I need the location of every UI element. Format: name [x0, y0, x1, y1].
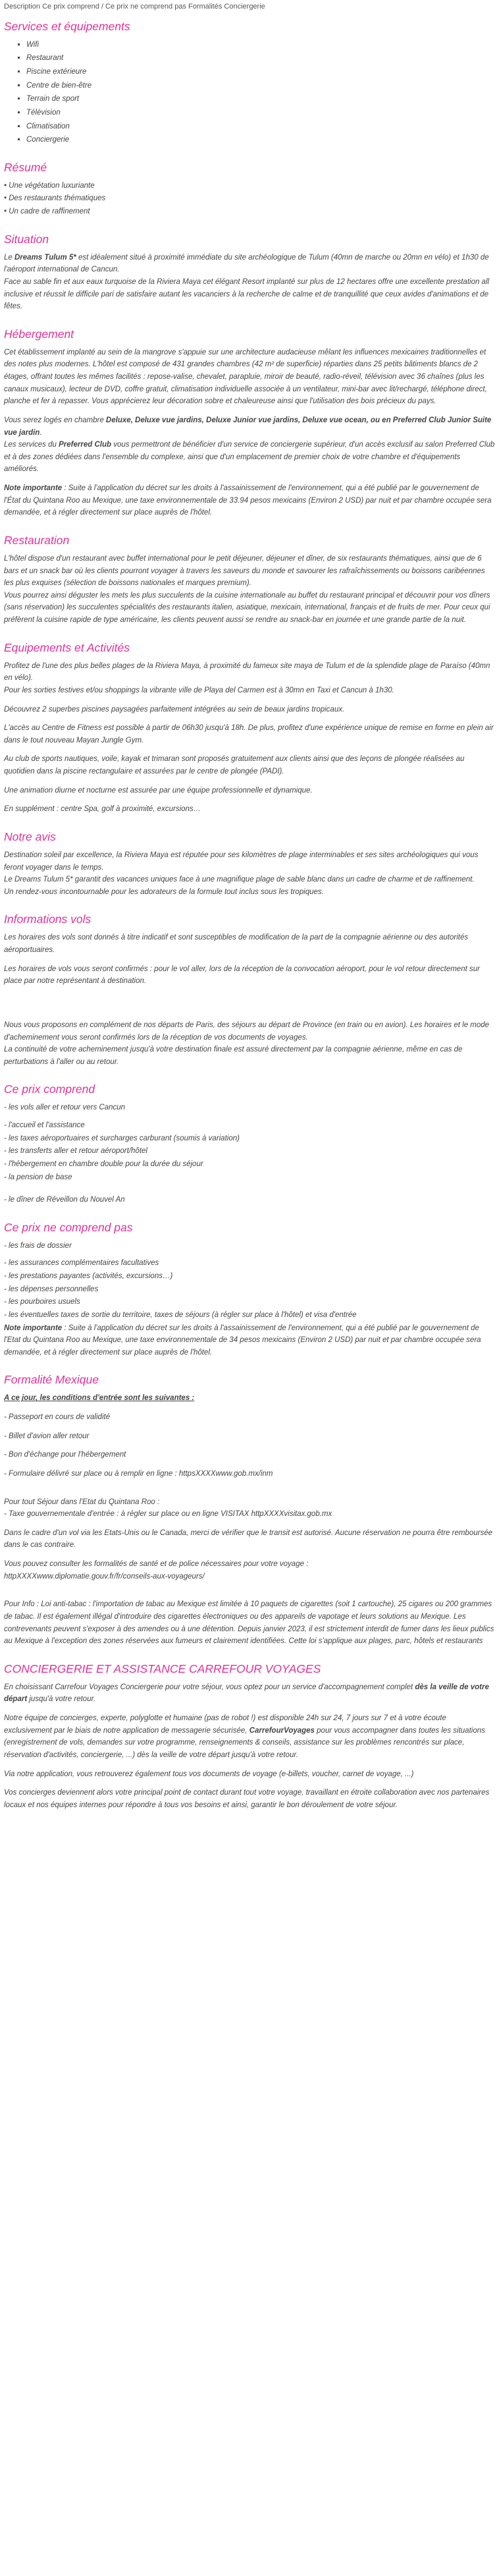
avis-paragraph — [4, 849, 495, 899]
equipements-title: Equipements et Activités — [4, 640, 130, 654]
equipements-paragraph: Découvrez 2 superbes piscines paysagées parfaitement intégrées au sein de beaux jardins tropicaux. — [4, 705, 345, 714]
formalite-item: - Passeport en cours de validité — [4, 1413, 111, 1422]
breadcrumb[interactable]: Description Ce prix comprend / Ce prix ne comprend pas Formalités Conciergerie — [4, 3, 265, 11]
text-span: Vous pouvez consulter les formalités de santé et de police nécessaires pour votre voyage : — [4, 1560, 309, 1569]
comprend-item: - la pension de base — [4, 1173, 72, 1181]
text-span: Vous pourrez ainsi déguster les mets les plus succulents de la cuisine internationale au buffet du restaurant principal et découvrir pour vos dîners (sans réservation) les succulentes spécialités des restaurants italien, asiatique, mexicain, international, français et de fruits de mer. Pour ceux qui préfèrent la cuisine rapide de type américaine, les clients peuvent aussi se rendre au snack-bar en journée et une grande partie de la nuit. — [4, 591, 490, 625]
text-span: Profitez de l'une des plus belles plages de la Riviera Maya, à proximité du fameux site maya de Tulum et de la splendide plage de Paraíso (40mn en vélo). — [4, 661, 490, 683]
spacer — [4, 1184, 495, 1193]
ne-comprend-item: - les dépenses personnelles — [4, 1285, 99, 1293]
service-item-restaurant: ▪ Restaurant — [26, 52, 495, 65]
vols-title: Informations vols — [4, 912, 92, 926]
diplomatie-link[interactable]: httpXXXXwww.diplomatie.gouv.fr/fr/conseils-aux-voyageurs/ — [4, 1572, 205, 1581]
conciergerie-paragraph — [4, 1712, 495, 1762]
text-span: Vous serez logés en chambre — [4, 416, 106, 424]
visitax-link[interactable]: - Taxe gouvernementale d'entrée : à régler sur place ou en ligne VISITAX httpXXXXvisitax.gob.mx — [4, 1510, 332, 1519]
comprend-item: - les transferts aller et retour aéroport/hôtel — [4, 1147, 147, 1156]
text-span: Un rendez-vous incontournable pour les adorateurs de la formule tout inclus sous les tropiques. — [4, 887, 324, 896]
text-span: En choisissant Carrefour Voyages Conciergerie pour votre séjour, vous optez pour un service d'accompagnement complet — [4, 1683, 415, 1691]
formalite-us: Dans le cadre d'un vol via les Etats-Unis ou le Canada, merci de vérifier que le transit est autorisé. Aucune réservation ne pourra être remboursée dans le cas contraire. — [4, 1528, 492, 1550]
ne-comprend-item: - les prestations payantes (activités, excursions…) — [4, 1272, 173, 1281]
conciergerie-title: CONCIERGERIE ET ASSISTANCE CARREFOUR VOYAGES — [4, 1662, 321, 1675]
vols-paragraph — [4, 1019, 495, 1069]
service-item-tv: ▪ Télévision — [26, 107, 495, 119]
ne-comprend-item: - les pourboires usuels — [4, 1298, 80, 1306]
equipements-paragraph: L'accès au Centre de Fitness est possible à partir de 06h30 jusqu'à 18h. De plus, profitez d'une expérience unique de remise en forme en plein air dans le tout nouveau Mayan Jungle Gym. — [4, 724, 494, 744]
spacer — [4, 1589, 495, 1598]
restauration-paragraph — [4, 553, 495, 627]
note-label: Note importante — [4, 1324, 63, 1332]
equipements-paragraph: Une animation diurne et nocturne est assurée par une équipe professionnelle et dynamique. — [4, 786, 313, 795]
ne-comprend-item: - les assurances complémentaires facultatives — [4, 1259, 159, 1268]
resume-item: • Un cadre de raffinement — [4, 208, 90, 216]
service-item-wifi: ▪ Wifi — [26, 39, 495, 51]
ne-comprend-note — [4, 1322, 495, 1359]
text-span: Notre équipe de concierges, experte, polyglotte et humaine (pas de robot !) est disponible 24h sur 24, 7 jours sur 7 et à votre écoute exclusivement par le biais de notre application de messagerie sécurisée, — [4, 1714, 446, 1735]
service-item-concierge: ▪ Conciergerie — [26, 134, 495, 146]
ne-comprend-item: - les éventuelles taxes de sortie du territoire, taxes de séjours (à régler sur place à l'hôtel) et visa d'entrée — [4, 1310, 357, 1319]
room-types: Deluxe, Deluxe vue jardins, Deluxe Junior vue jardins, Deluxe vue ocean, ou en Preferred Club Junior Suite vue jardin — [4, 416, 492, 437]
preferred-club: Preferred Club — [59, 441, 111, 449]
formalite-lead-text: A ce jour, les conditions d'entrée sont les suivantes : — [4, 1394, 195, 1403]
text-span: Pour les sorties festives et/ou shoppings la vibrante ville de Playa del Carmen est à 30mn en Taxi et Cancun à 1h30. — [4, 686, 394, 694]
ne-comprend-title: Ce prix ne comprend pas — [4, 1220, 133, 1234]
text-span: jusqu'à votre retour. — [27, 1695, 96, 1704]
hebergement-paragraph: Cet établissement implanté au sein de la mangrove s'appuie sur une architecture audacieuse mêlant les influences mexicaines traditionnelles et des notes plus modernes. L'hôtel est composé de 431 grandes chambres (42 m² de superficie) réparties dans 25 petits bâtiments blancs de 2 étages, offrant toutes les mêmes facilités : repose-valise, chevalet, parapluie, miroir de beauté, radio-réveil, télévision avec 36 chaînes (plus les canaux musicaux), lecteur de DVD, coffre gratuit, climatisation individuelle associée à un ventilateur, mini-bar avec lit/rechargé, téléphone direct, planche et fer à repasser. Vous apprécierez leur décoration sobre et chaleureuse ainsi que l'utilisation des bois précieux du pays. — [4, 348, 487, 406]
conciergerie-paragraph — [4, 1681, 495, 1706]
formalite-health — [4, 1558, 495, 1582]
app-name: CarrefourVoyages — [249, 1726, 315, 1735]
formalite-title: Formalité Mexique — [4, 1373, 99, 1387]
text-span: Pour tout Séjour dans l'Etat du Quintana Roo : — [4, 1498, 160, 1506]
comprend-item: - l'hébergement en chambre double pour la durée du séjour — [4, 1160, 203, 1168]
text-span: pour vous accompagner dans toutes les situations (enregistrement de vols, demandes sur votre programme, renseignements & conseils, assistance sur les problèmes rencontrés sur place, réservation d'activités, conciergerie, ...) dès la veille de votre départ jusqu'à votre retour. — [4, 1726, 485, 1759]
text-span: La continuité de votre acheminement jusqu'à votre destination finale est assuré directement par la compagnie aérienne, même en cas de perturbations à l'aller ou au retour. — [4, 1046, 463, 1066]
text-span: : Suite à l'application du décret sur les droits à l'assainissement de l'environnement, qui a été publié par le gouvernement de l'Etat du Quintana Roo au Mexique, une taxe environnementale de 34 pesos mexicains (Environ 2 USD) par nuit et par chambre occupée sera demandée, et à régler directement sur place auprès de l'hôtel. — [4, 1324, 481, 1357]
comprend-item: - l'accueil et l'assistance — [4, 1121, 85, 1130]
formalite-item: - Bon d'échange pour l'hébergement — [4, 1451, 126, 1459]
formalite-lead — [4, 1392, 495, 1405]
spacer — [4, 1487, 495, 1496]
comprend-item: - les vols aller et retour vers Cancun — [4, 1104, 126, 1112]
formalite-item: - Formulaire délivré sur place ou à remplir en ligne : httpsXXXXwww.gob.mx/inm — [4, 1469, 273, 1478]
services-list — [4, 39, 495, 146]
service-item-pool: ▪ Piscine extérieure — [26, 66, 495, 78]
text-span: Le Dreams Tulum 5* garantit des vacances uniques face à une magnifique plage de sable blanc dans un cadre de charme et de raffinement. — [4, 876, 475, 884]
text-span: : Suite à l'application du décret sur les droits à l'assainissement de l'environnement, qui a été publié par le gouvernement de l'État du Quintana Roo au Mexique, une taxe environnementale de 33.94 pesos mexicains (Environ 2 USD) par nuit et par chambre occupée sera demandée, et à régler directement sur place auprès de l'hôtel. — [4, 484, 492, 517]
emphasis: dès la veille de votre départ — [4, 1683, 489, 1704]
ne-comprend-item: - les frais de dossier — [4, 1241, 72, 1250]
text-span: . — [39, 428, 42, 437]
text-span: vous permettront de bénéficier d'un service de conciergerie supérieur, d'un accès exclusif au salon Preferred Club et à des zones dédiées dans l'ensemble du complexe, ainsi que d'un emplacement de premier choix de votre chambre et d'équipements améliorés. — [4, 441, 495, 474]
note-label: Note importante — [4, 484, 63, 493]
text-span: L'hôtel dispose d'un restaurant avec buffet international pour le petit déjeuner, déjeuner et dîner, de six restaurants thématiques, ainsi que de 6 bars et un snack bar où les clients pourront voyager à travers les saveurs du monde et savourer les rafraîchissements ou boissons caribéennes les plus exquises (sélection de boissons nationales et marques premium). — [4, 554, 485, 588]
text-span: Les services du — [4, 441, 59, 449]
hebergement-note — [4, 482, 495, 519]
service-item-sports: ▪ Terrain de sport — [26, 93, 495, 105]
restauration-title: Restauration — [4, 533, 70, 547]
resume-item: • Une végétation luxuriante — [4, 181, 95, 190]
equipements-paragraph: En supplément : centre Spa, golf à proximité, excursions… — [4, 805, 201, 814]
service-item-aircon: ▪ Climatisation — [26, 121, 495, 133]
hebergement-rooms-paragraph — [4, 414, 495, 476]
comprend-item: - les taxes aéroportuaires et surcharges carburant (soumis à variation) — [4, 1134, 240, 1142]
text-span: Face au sable fin et aux eaux turquoise de la Riviera Maya cet élégant Resort implanté sur plus de 12 hectares offre une excellente prestation all inclusive et réussit le difficile pari de satisfaire autant les vacanciers à la recherche de calme et de tranquillité que ceux avides d'animations et de fêtes. — [4, 277, 490, 311]
text-span: Nous vous proposons en complément de nos départs de Paris, des séjours au départ de Province (en train ou en avion). Les horaires et le mode d'acheminement vous seront confirmés lors de la réception de vos documents de voyages. — [4, 1021, 490, 1042]
text-span: Destination soleil par excellence, la Riviera Maya est réputée pour ses kilomètres de plage interminables et ses sites archéologiques qui vous feront voyager dans le temps. — [4, 851, 479, 872]
service-item-wellness: ▪ Centre de bien-être — [26, 80, 495, 92]
text-span: Le — [4, 253, 14, 262]
formalite-tax — [4, 1496, 495, 1521]
situation-title: Situation — [4, 232, 49, 246]
formalite-item: - Billet d'avion aller retour — [4, 1432, 90, 1440]
vols-paragraph: Les horaires de vols vous seront confirmés : pour le vol aller, lors de la réception de la convocation aéroport, pour le vol retour directement sur place par notre représentant à destination. — [4, 965, 480, 986]
equipements-paragraph: Au club de sports nautiques, voile, kayak et trimaran sont proposés gratuitement aux clients ainsi que des leçons de plongée réalisées au quotidien dans la piscine rectangulaire et assurées par le centre de plongée (PADI). — [4, 755, 465, 776]
vols-paragraph: Les horaires des vols sont donnés à titre indicatif et sont susceptibles de modification de la part de la compagnie aérienne ou des autorités aéroportuaires. — [4, 934, 469, 955]
avis-title: Notre avis — [4, 829, 56, 843]
formalite-info: Pour Info : Loi anti-tabac : l'importation de tabac au Mexique est limitée à 10 paquets de cigarettes (soit 1 cartouche), 25 cigares ou 200 grammes de tabac. Il est également illégal d'introduire des cigarettes électroniques ou des appareils de vapotage et leurs solutions au Mexique. Les contrevenants peuvent s'exposer à des amendes ou à une détention. Depuis janvier 2023, il est strictement interdit de fumer dans les lieux publics au Mexique à l'exception des zones réservées aux fumeurs et clairement identifiées. Cette loi s'applique aux plages, parc, hôtels et restaurants — [4, 1600, 494, 1646]
hotel-name: Dreams Tulum 5* — [14, 253, 76, 262]
services-title: Services et équipements — [4, 19, 130, 33]
comprend-title: Ce prix comprend — [4, 1082, 95, 1096]
situation-paragraph — [4, 252, 495, 313]
conciergerie-paragraph: Vos concierges deviennent alors votre principal point de contact durant tout votre voyage, travaillant en étroite collaboration avec nos partenaires locaux et nos équipes internes pour répondre à tous vos besoins et ainsi, garantir le bon déroulement de votre séjour. — [4, 1789, 490, 1809]
equipements-paragraph — [4, 660, 495, 697]
resume-title: Résumé — [4, 160, 47, 174]
hebergement-title: Hébergement — [4, 327, 74, 341]
spacer — [4, 994, 495, 1019]
conciergerie-paragraph: Via notre application, vous retrouverez également tous vos documents de voyage (e-billets, voucher, carnet de voyage, ...) — [4, 1770, 414, 1778]
comprend-item: - le dîner de Réveillon du Nouvel An — [4, 1196, 125, 1204]
resume-item: • Des restaurants thématiques — [4, 194, 106, 203]
text-span: est idéalement situé à proximité immédiate du site archéologique de Tulum (40mn de marche ou 20mn en vélo) et 1h30 de l'aéroport international de Cancun. — [4, 253, 489, 274]
